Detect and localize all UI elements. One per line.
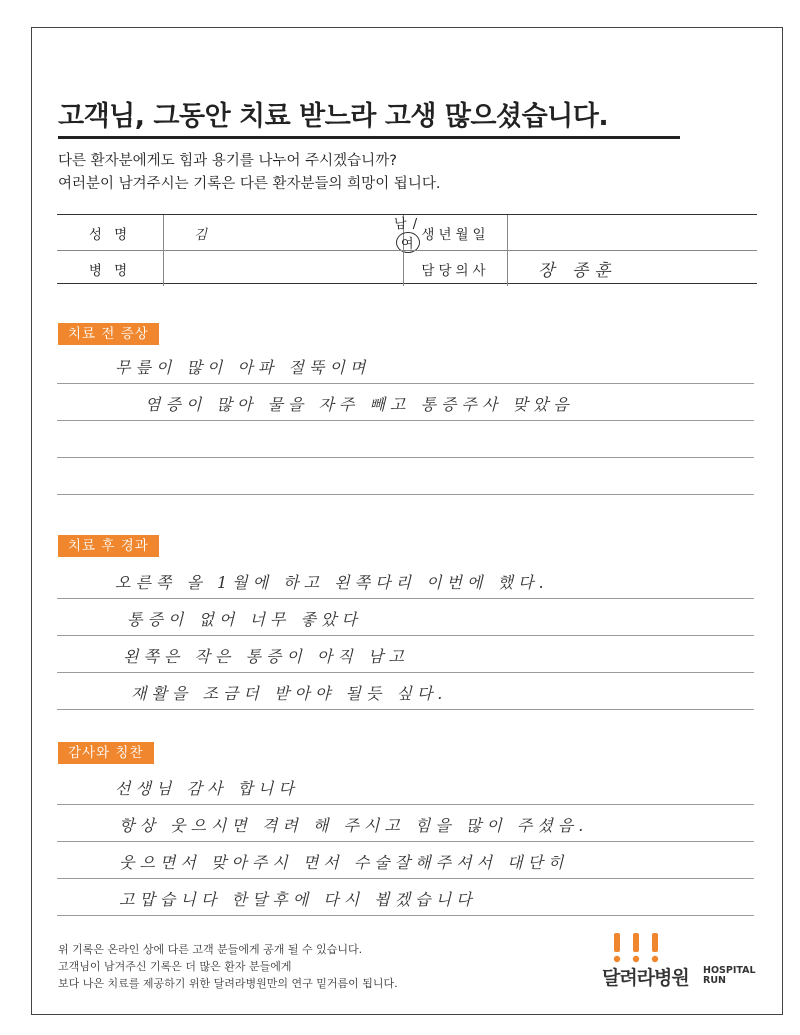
page-title: 고객님, 그동안 치료 받느라 고생 많으셨습니다.	[58, 94, 680, 139]
gender-options: 남 / 여	[394, 216, 419, 252]
gender-selected-mark: 여	[396, 232, 420, 253]
thanks-line-2[interactable]: 항상 웃으시면 격려 해 주시고 힘을 많이 주셨음.	[57, 805, 754, 842]
exclamation-marks-icon	[608, 933, 668, 963]
footer-note	[58, 941, 398, 992]
before-lines	[57, 347, 754, 495]
info-row-2	[57, 250, 757, 285]
name-label: 성 명	[57, 215, 164, 250]
intro-line: 다른 환자분에게도 힘과 용기를 나누어 주시겠습니까?	[58, 153, 397, 169]
section-label-before: 치료 전 증상	[58, 323, 159, 345]
thanks-line-4[interactable]: 고맙습니다 한달후에 다시 뵙겠습니다	[57, 879, 754, 916]
birth-label: 생년월일	[404, 215, 508, 250]
before-line-3[interactable]	[57, 421, 754, 458]
name-value: 김	[194, 226, 210, 243]
before-line-1[interactable]: 무릎이 많이 아파 절뚝이며	[57, 347, 754, 384]
logo-en-line: RUN	[703, 975, 726, 986]
thanks-line-1[interactable]: 선생님 감사 합니다	[57, 768, 754, 805]
intro-text	[58, 150, 440, 196]
doctor-field[interactable]	[508, 251, 757, 286]
intro-line: 여러분이 남겨주시는 기록은 다른 환자분들의 희망이 됩니다.	[58, 176, 441, 192]
patient-info-table	[57, 214, 757, 284]
before-line-4[interactable]	[57, 458, 754, 495]
name-field[interactable]	[164, 215, 419, 252]
doctor-label: 담당의사	[404, 251, 508, 286]
footer-line: 위 기록은 온라인 상에 다른 고객 분들에게 공개 될 수 있습니다.	[58, 943, 363, 956]
before-line-2[interactable]: 염증이 많아 물을 자주 빼고 통증주사 맞았음	[57, 384, 754, 421]
after-line-4[interactable]: 재활을 조금더 받아야 될듯 싶다.	[57, 673, 754, 710]
disease-field[interactable]	[164, 251, 404, 286]
section-label-after: 치료 후 경과	[58, 535, 159, 557]
birth-field[interactable]	[508, 215, 757, 250]
footer-line: 보다 나은 치료를 제공하기 위한 달려라병원만의 연구 밑거름이 됩니다.	[58, 977, 398, 990]
logo-english	[703, 966, 756, 986]
thanks-lines	[57, 768, 754, 916]
after-line-1[interactable]: 오른쪽 올 1월에 하고 왼쪽다리 이번에 했다.	[57, 562, 754, 599]
logo-name: 달려라병원	[602, 967, 689, 989]
section-label-thanks: 감사와 칭찬	[58, 742, 154, 764]
after-line-3[interactable]: 왼쪽은 작은 통증이 아직 남고	[57, 636, 754, 673]
footer-line: 고객님이 남겨주신 기록은 더 많은 환자 분들에게	[58, 960, 292, 973]
logo-en-line: HOSPITAL	[703, 965, 756, 976]
hospital-logo	[598, 933, 756, 993]
after-lines	[57, 562, 754, 710]
thanks-line-3[interactable]: 웃으면서 맞아주시 면서 수술잘해주셔서 대단히	[57, 842, 754, 879]
info-row-1	[57, 215, 757, 250]
after-line-2[interactable]: 통증이 없어 너무 좋았다	[57, 599, 754, 636]
disease-label: 병 명	[57, 251, 164, 286]
doctor-value: 장 종훈	[538, 261, 617, 281]
